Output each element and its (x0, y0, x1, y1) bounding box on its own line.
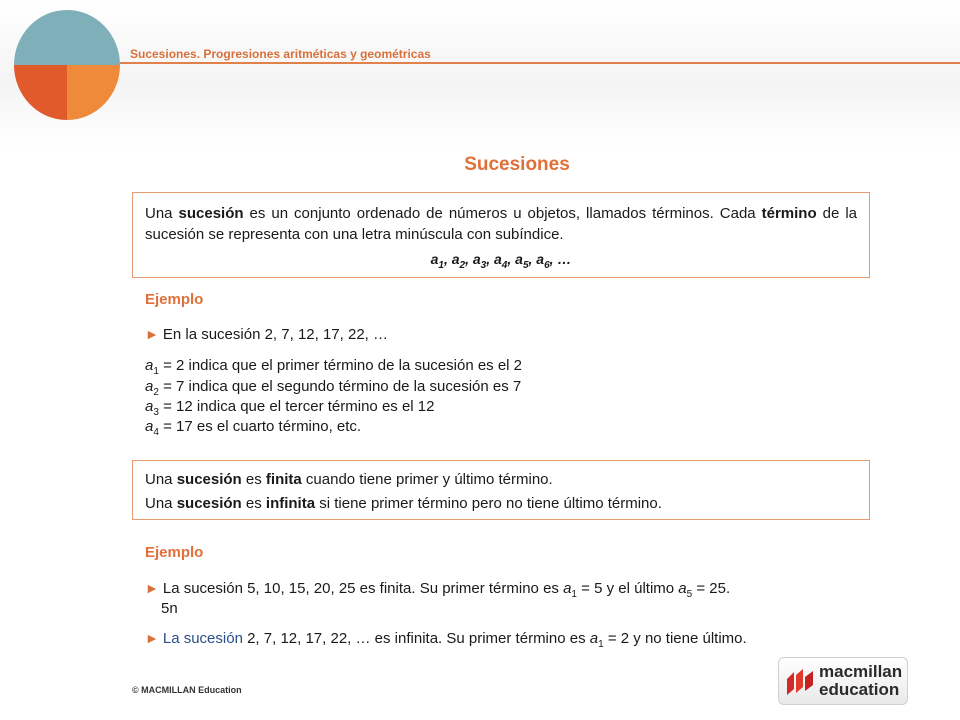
example-term-line: $a_2 = 7$ indica que el segundo término de la sucesión es 7 (145, 378, 522, 398)
sequence-notation: $a_1$, $a_2$, $a_3$, $a_4$, $a_5$, $a_6$, … (430, 251, 572, 271)
example-heading: Ejemplo (145, 291, 204, 308)
finite-infinite-box (132, 460, 870, 520)
example-term-line: $a_3 = 12$ indica que el tercer término es el 12 (145, 398, 435, 418)
brand-text: macmillan education (819, 662, 903, 699)
header-title: Sucesiones. Progresiones aritméticas y geométricas (130, 47, 431, 61)
decorative-circle (14, 10, 120, 130)
header-rule (120, 62, 960, 64)
example-term-line: $a_1 = 2$ indica que el primer término de la sucesión es el 2 (145, 357, 523, 377)
copyright-footer: © MACMILLAN Education (132, 685, 242, 695)
arrow-bullet-icon: ► (145, 630, 159, 646)
infinite-example-line: ► La sucesión 2, 7, 12, 17, 22, … es infinita. Su primer término es $a_1 = 2$ y no tiene último. (145, 630, 747, 650)
arrow-bullet-icon: ► (145, 580, 159, 596)
finite-definition: Una sucesión es finita cuando tiene primer y último término. (145, 471, 553, 488)
infinite-definition: Una sucesión es infinita si tiene primer término pero no tiene último término. (145, 495, 662, 512)
macmillan-emblem-icon (785, 667, 815, 697)
definition-text: Una sucesión es un conjunto ordenado de números u objetos, llamados términos. Cada término de la sucesión se representa con una letra minúscula con subíndice. (145, 205, 857, 243)
definition-box (132, 192, 870, 278)
page-title: Sucesiones (464, 154, 570, 175)
arrow-bullet-icon: ► (145, 326, 159, 342)
finite-example-note: 5n (161, 600, 178, 617)
example-intro: ► En la sucesión 2, 7, 12, 17, 22, … (145, 326, 388, 343)
finite-example-line: ► La sucesión 5, 10, 15, 20, 25 es finita. Su primer término es $a_1 = 5$ y el último $a_5 = 25$. (145, 580, 731, 600)
example-term-line: $a_4 = 17$ es el cuarto término, etc. (145, 418, 362, 438)
header-background (0, 0, 960, 150)
macmillan-logo (778, 657, 908, 705)
example-heading: Ejemplo (145, 544, 204, 561)
